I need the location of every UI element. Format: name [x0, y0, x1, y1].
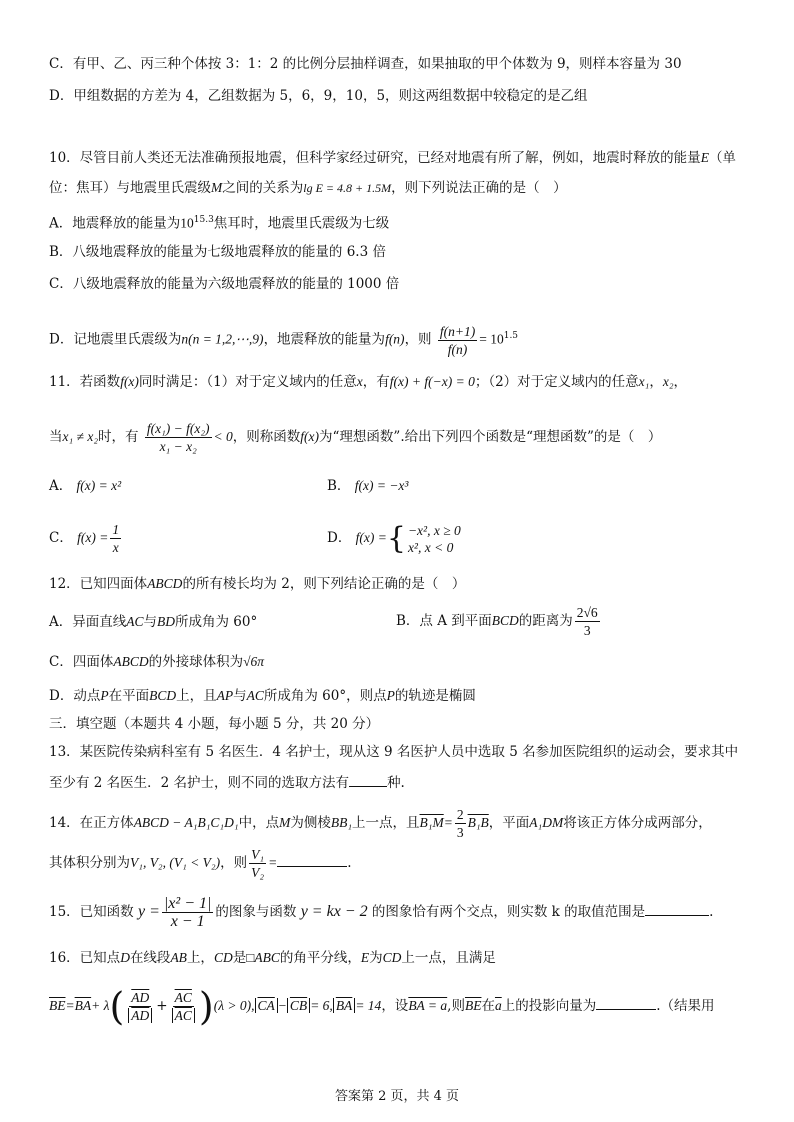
fraction-numerator: |x² − 1|: [163, 895, 212, 912]
q12-p: P: [386, 688, 395, 703]
q12-text: A．异面直线: [49, 614, 127, 630]
q12-text: 12．已知四面体: [49, 576, 148, 592]
q9-option-c: C．有甲、乙、丙三种个体按 3：1：2 的比例分层抽样调查，如果抽取的甲个体数为 9，则样本容量为 30: [49, 56, 682, 72]
q10-ratio-fraction: [438, 323, 477, 358]
q16-text: 16．已知点: [49, 950, 121, 966]
q15-text: 15．已知函数: [49, 904, 134, 920]
q13-line2: [49, 772, 405, 793]
q16-vector-ba: $\overline{BA}$: [74, 998, 92, 1013]
q16-vector-be: $\overline{BE}$: [49, 998, 66, 1013]
q14-text: 为侧棱: [290, 815, 331, 831]
q9-option-d: D．甲组数据的方差为 4，乙组数据为 5，6，9，10，5，则这两组数据中较稳定的是乙组: [49, 88, 588, 104]
q16-unit-ad: [126, 989, 154, 1024]
q11-piecewise-cases: [408, 522, 461, 556]
right-paren: ): [198, 984, 214, 1029]
q10-option-d-text: D．记地震里氏震级为: [49, 331, 182, 348]
q11-lt-zero: < 0: [213, 429, 233, 444]
q12-p: P: [100, 688, 109, 703]
q11-fx: f(x): [120, 374, 139, 389]
q14-vector-b1b: B₁B: [467, 815, 489, 830]
q12-stem: [49, 574, 465, 594]
q16-text: 上，: [186, 950, 214, 966]
q13-text: 至少有 2 名医生．2 名护士，则不同的选取方法有: [49, 775, 350, 791]
q14-line1: [49, 806, 712, 841]
q11-text: 为“理想函数”.给出下列四个函数是“理想函数”的是（ ）: [319, 429, 662, 445]
q14-volume-ratio: [249, 846, 266, 881]
q16-vector-be: $\overline{BE}$: [464, 998, 482, 1013]
q11-option-a-function: f(x) = x²: [76, 478, 122, 493]
left-brace: {: [386, 520, 406, 556]
q11-text: ；（2）对于定义域内的任意: [474, 374, 639, 390]
q11-neq: x₁ ≠ x₂: [62, 429, 99, 444]
q12-text: 的轨迹是椭圆: [394, 688, 476, 704]
fraction-denominator: x − 1: [170, 913, 205, 930]
answer-blank[interactable]: [349, 772, 387, 787]
q12-option-d: [49, 686, 476, 706]
q11-option-b: [327, 476, 408, 496]
q16-text: .（结果用: [656, 998, 715, 1014]
q12-ap: AP: [216, 688, 234, 703]
fraction-denominator: 3: [456, 825, 464, 840]
q16-text: 在线段: [129, 950, 171, 966]
fraction-numerator: 1: [112, 522, 120, 537]
fraction-denominator: x₁ − x₂: [159, 439, 197, 454]
q10-option-a: [49, 210, 389, 234]
fraction-numerator: V₁: [251, 847, 265, 862]
q11-separator: ，: [649, 374, 663, 390]
q11-option-b-function: f(x) = −x³: [354, 478, 409, 493]
q14-text: 其体积分别为: [49, 855, 130, 871]
fraction-denominator: AD: [128, 1008, 152, 1023]
q12-bd: BD: [157, 614, 176, 629]
q16-d: D: [120, 950, 130, 965]
q14-text: 中，点: [238, 815, 280, 831]
q11-stem-line2: [49, 418, 661, 456]
q15-line: [49, 892, 713, 932]
q16-abs-ba: $\overline{BA}$: [333, 998, 356, 1013]
option-label: C．: [49, 530, 73, 546]
q11-text: ，: [673, 374, 688, 390]
q16-text: ，设: [381, 998, 409, 1014]
q11-x: x: [356, 374, 363, 389]
fraction-denominator: x: [112, 540, 119, 555]
q12-tetrahedron: ABCD: [113, 654, 149, 669]
q16-cd: CD: [213, 950, 233, 965]
fraction-denominator: V₂: [251, 865, 265, 880]
q16-value-fourteen: = 14: [355, 998, 382, 1013]
q14-text: 上一点，且: [352, 815, 420, 831]
q12-text: 所成角为 60°: [175, 614, 258, 630]
q11-text: ，则称函数: [232, 429, 301, 445]
q11-stem-line1: [49, 372, 687, 392]
q11-option-c-fraction: [110, 521, 121, 556]
q16-cd: CD: [382, 950, 402, 965]
q11-option-d-lhs: f(x) =: [355, 530, 387, 545]
left-paren: (: [109, 984, 125, 1029]
q10-stem-text: 之间的关系为: [222, 180, 304, 196]
q10-stem-text-end: （单: [708, 150, 736, 166]
q14-equals: =: [443, 815, 453, 830]
q10-power-exponent: 15.3: [193, 215, 214, 225]
q11-option-d: [327, 518, 461, 558]
q12-text: 上，且: [176, 688, 217, 704]
q16-text: 是: [232, 950, 247, 966]
q12-bcd: BCD: [149, 688, 177, 703]
q12-option-b: [396, 602, 602, 640]
q15-text: 的图象与函数: [215, 904, 297, 920]
q12-text: 与: [233, 688, 247, 704]
q11-x1: x₁: [638, 374, 650, 389]
q14-m: M: [279, 815, 291, 830]
q10-option-a-text-end: 焦耳时，地震里氏震级为七级: [213, 215, 390, 232]
q16-lambda-condition: (λ > 0),: [213, 998, 255, 1013]
q12-text: 所成角为 60°，则点: [263, 688, 387, 704]
q14-coefficient: [455, 806, 466, 841]
q16-set-a: BA = a: [408, 998, 448, 1013]
q14-text: 14．在正方体: [49, 815, 134, 831]
q13-text: 种.: [387, 775, 405, 791]
q16-line1: [49, 948, 496, 968]
q10-stem-text: 10．尽管目前人类还无法准确预报地震，但科学家经过研究，已经对地震有所了解，例如，地震时释放的能量: [49, 150, 701, 166]
answer-blank[interactable]: [645, 901, 709, 916]
q12-text: 在平面: [108, 688, 150, 704]
q12-text: B．点 A 到平面: [396, 613, 492, 629]
q14-plane: A₁DM: [529, 815, 564, 830]
answer-blank[interactable]: [277, 852, 347, 867]
q12-ac: AC: [126, 614, 144, 629]
q14-equals: =: [268, 855, 278, 870]
q12-distance-fraction: [575, 604, 600, 639]
q16-unit-ac: [170, 989, 197, 1024]
q16-text: 在: [481, 998, 495, 1014]
q10-option-d-text: ，地震释放的能量为: [263, 331, 386, 348]
q11-odd-condition: f(x) + f(−x) = 0: [389, 374, 475, 389]
q15-function-fraction: [162, 895, 214, 930]
q16-abs-cb: $\overline{CB}$: [287, 998, 310, 1013]
q10-option-a-text: A．地震释放的能量为: [49, 215, 181, 232]
q16-minus: −: [277, 998, 287, 1013]
q16-text: 上一点，且满足: [401, 950, 496, 966]
q11-text: 时，有: [98, 429, 139, 445]
q12-option-c: [49, 652, 264, 672]
q10-option-d: [49, 318, 518, 358]
q11-text: 当: [49, 429, 63, 445]
q11-x2: x₂: [662, 374, 674, 389]
q11-fx: f(x): [300, 429, 320, 444]
q10-power-base: 10: [180, 215, 194, 231]
q16-ab: AB: [170, 950, 187, 965]
q14-text: ，平面: [488, 815, 530, 831]
q14-text: ，则: [220, 855, 248, 871]
q16-text: 为: [369, 950, 383, 966]
q12-text: 的所有棱长均为 2，则下列结论正确的是（ ）: [182, 576, 466, 592]
q10-n-range: n(n = 1,2,⋯,9): [181, 331, 264, 347]
q10-ratio-exponent: 1.5: [503, 331, 519, 341]
fraction-numerator: $\overline{AD}$: [131, 990, 150, 1005]
option-label: B．: [327, 478, 351, 494]
fraction-denominator: 3: [583, 623, 591, 638]
q14-cube: ABCD − A₁B₁C₁D₁: [133, 815, 239, 830]
fraction-numerator: 2: [456, 807, 464, 822]
q16-value-six: = 6,: [310, 998, 333, 1013]
q11-option-c-lhs: f(x) =: [77, 530, 109, 545]
fraction-numerator: f(n+1): [439, 323, 476, 339]
section-heading-fill-in: 三．填空题（本题共 4 小题，每小题 5 分，共 20 分）: [49, 716, 380, 732]
q11-text: 11．若函数: [49, 374, 121, 390]
option-label: A．: [49, 478, 73, 494]
q12-text: D．动点: [49, 688, 101, 704]
q16-abs-ca: $\overline{CA}$: [255, 998, 278, 1013]
page-footer: 答案第 2 页，共 4 页: [334, 1089, 460, 1104]
q12-ac: AC: [246, 688, 264, 703]
q11-option-c: [49, 518, 123, 558]
q15-y: y =: [137, 903, 160, 920]
q12-option-a: [49, 612, 257, 632]
q10-stem-text: ，则下列说法正确的是（ ）: [391, 180, 567, 196]
q14-volumes: V₁, V₂, (V₁ < V₂): [130, 855, 221, 870]
q10-option-b: B．八级地震释放的能量为七级地震释放的能量的 6.3 倍: [49, 244, 386, 260]
q14-text: .: [347, 855, 352, 871]
answer-blank[interactable]: [596, 995, 656, 1010]
q12-text: C．四面体: [49, 654, 114, 670]
fraction-numerator: f(x₁) − f(x₂): [146, 421, 210, 436]
q12-text: 的外接球体积为: [148, 654, 244, 670]
q12-tetrahedron: ABCD: [147, 576, 183, 591]
q11-difference-quotient: [145, 420, 212, 455]
q15-text: .: [709, 904, 714, 920]
q15-text: 的图象恰有两个交点，则实数 k 的取值范围是: [371, 904, 646, 920]
q16-text: 上的投影向量为: [501, 998, 597, 1014]
q16-e: E: [360, 950, 370, 965]
q10-ratio-value: = 10: [479, 331, 504, 347]
q13-line1: 13．某医院传染病科室有 5 名医生．4 名护士，现从这 9 名医护人员中选取 5 名参加医院组织的运动会，要求其中: [49, 744, 739, 760]
q12-text: 的距离为: [518, 613, 573, 629]
q16-vector-a: $\overline{a}$: [494, 998, 502, 1013]
q14-vector-b1m: B₁M: [419, 815, 444, 830]
q10-stem-text: 位：焦耳）与地震里氏震级: [49, 180, 211, 196]
q14-text: 将该正方体分成两部分，: [563, 815, 712, 831]
energy-variable: E: [700, 150, 709, 165]
q11-text: 同时满足：（1）对于定义域内的任意: [138, 374, 357, 390]
q10-option-c: C．八级地震释放的能量为六级地震释放的能量的 1000 倍: [49, 276, 400, 292]
fraction-denominator: AC: [172, 1008, 195, 1023]
q10-fn: f(n): [385, 331, 405, 347]
q14-line2: [49, 846, 352, 881]
fraction-numerator: $\overline{AC}$: [174, 990, 192, 1005]
piecewise-case-2: x², x < 0: [407, 539, 454, 555]
option-label: D．: [327, 530, 352, 546]
q16-equals: =: [65, 998, 75, 1013]
fraction-numerator: 2√6: [576, 605, 598, 620]
q16-text: 的角平分线，: [279, 950, 361, 966]
q16-text: ,则: [447, 998, 465, 1014]
q12-text: 与: [143, 614, 158, 630]
q15-line-function: y = kx − 2: [300, 903, 368, 920]
magnitude-variable: M: [211, 180, 223, 195]
piecewise-case-1: −x², x ≥ 0: [407, 522, 461, 538]
q11-option-a: [49, 476, 121, 496]
q10-option-d-text: ，则: [404, 331, 432, 348]
q10-stem-line1: [49, 148, 736, 168]
q16-line2: $\overline{BE}=\overline{BA}+ \lambda$( $\frac{\overline{AD}}{AD}$ + $\frac{\overline{AC}}{AC}$ )(λ > 0), $\overline{CA} - \overline{CB} = 6$, $\overline{BA} = 14$，设BA = a,则$\overline{BE}$在$\overline{a}$上的投影向量为 .（结果用: [49, 984, 715, 1029]
q11-text: ，有: [362, 374, 390, 390]
q10-formula: lg E = 4.8 + 1.5M: [303, 181, 392, 195]
q16-lambda: + λ: [91, 998, 110, 1013]
fraction-denominator: f(n): [447, 341, 468, 357]
q12-sphere-volume: √6π: [243, 654, 265, 669]
q12-bcd: BCD: [491, 613, 519, 628]
q14-bb1: BB₁: [330, 815, 353, 830]
q10-stem-line2: [49, 178, 567, 198]
q16-triangle: □ABC: [246, 950, 280, 965]
